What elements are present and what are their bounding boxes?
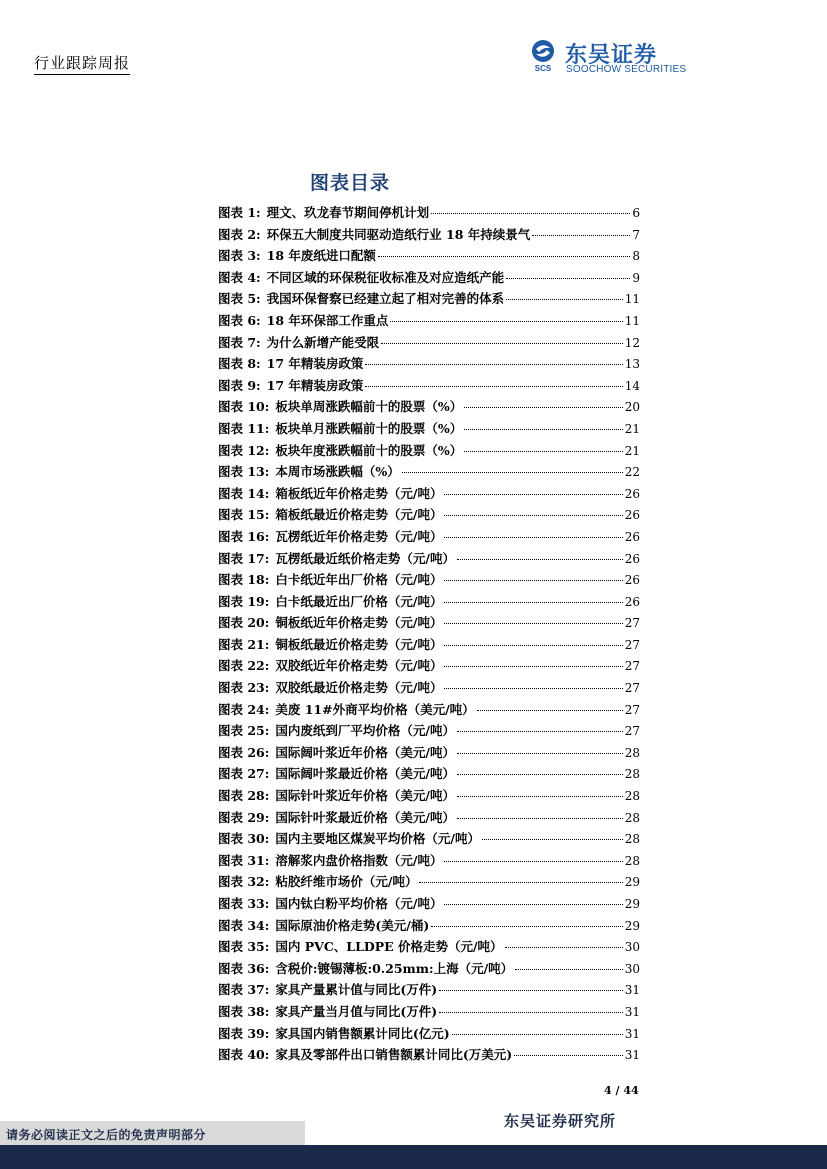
toc-entry-page: 13: [624, 357, 640, 372]
toc-entry-label: 图表 17:: [218, 550, 270, 566]
toc-entry-page: 28: [624, 745, 640, 760]
toc-entry-page: 29: [624, 897, 640, 911]
toc-entry-page: 27: [624, 702, 640, 717]
toc-entry[interactable]: [218, 353, 640, 375]
toc-entry-title: 国际原油价格走势(美元/桶): [275, 917, 430, 933]
toc-entry-title: 国际阔叶浆近年价格（美元/吨）: [275, 744, 455, 760]
disclaimer-banner: 请务必阅读正文之后的免责声明部分: [0, 1121, 305, 1149]
toc-entry[interactable]: [218, 569, 640, 591]
toc-entry-label: 图表 32:: [218, 874, 270, 890]
toc-entry-page: 11: [624, 313, 640, 328]
toc-entry-title: 板块单周涨跌幅前十的股票（%）: [275, 399, 463, 415]
toc-leader-dots: [532, 235, 630, 236]
toc-entry-label: 图表 38:: [218, 1003, 270, 1019]
toc-entry-label: 图表 31:: [218, 852, 270, 868]
toc-leader-dots: [515, 969, 623, 970]
toc-entry[interactable]: [218, 202, 640, 224]
footer-bar: [0, 1145, 827, 1169]
toc-leader-dots: [439, 990, 623, 991]
toc-entry-page: 28: [624, 832, 640, 847]
toc-entry[interactable]: [218, 548, 640, 570]
toc-entry-page: 28: [624, 767, 640, 782]
toc-entry-page: 21: [624, 421, 640, 436]
toc-entry[interactable]: [218, 785, 640, 807]
toc-entry-page: 27: [624, 724, 640, 739]
toc-entry-page: 22: [624, 465, 640, 480]
toc-entry-label: 图表 21:: [218, 636, 270, 652]
toc-entry-page: 26: [624, 551, 640, 566]
toc-entry[interactable]: [218, 440, 640, 462]
toc-leader-dots: [457, 731, 623, 732]
toc-entry[interactable]: [218, 742, 640, 764]
toc-entry[interactable]: [218, 1001, 640, 1023]
toc-leader-dots: [457, 559, 623, 560]
toc-leader-dots: [419, 882, 622, 883]
toc-leader-dots: [444, 515, 622, 516]
toc-entry-title: 板块年度涨跌幅前十的股票（%）: [275, 442, 463, 458]
toc-entry[interactable]: [218, 807, 640, 829]
toc-entry-label: 图表 2:: [218, 226, 261, 242]
toc-entry-label: 图表 39:: [218, 1025, 270, 1041]
toc-entry-label: 图表 13:: [218, 464, 270, 480]
toc-leader-dots: [444, 666, 622, 667]
toc-title: 图表目录: [309, 172, 390, 194]
toc-entry-label: 图表 33:: [218, 896, 270, 911]
toc-entry-page: 29: [624, 875, 640, 890]
toc-entry[interactable]: [218, 850, 640, 872]
toc-leader-dots: [457, 818, 623, 819]
toc-entry-title: 国际阔叶浆最近价格（美元/吨）: [275, 766, 455, 782]
toc-leader-dots: [464, 407, 622, 408]
logo-english-name: SOOCHOW SECURITIES: [566, 64, 687, 75]
toc-entry-label: 图表 35:: [218, 939, 270, 955]
toc-entry-page: 11: [624, 292, 640, 307]
toc-entry-title: 国内钛白粉平均价格（元/吨）: [275, 896, 443, 911]
toc-leader-dots: [365, 364, 622, 365]
toc-entry-page: 27: [624, 637, 640, 652]
toc-entry-page: 26: [624, 529, 640, 544]
toc-entry-label: 图表 3:: [218, 248, 261, 264]
toc-leader-dots: [439, 1012, 623, 1013]
toc-entry-page: 9: [632, 270, 640, 285]
logo-abbr: SCS: [534, 64, 552, 73]
toc-entry-label: 图表 9:: [218, 377, 261, 393]
toc-entry-label: 图表 15:: [218, 507, 270, 523]
toc-leader-dots: [477, 710, 623, 711]
toc-entry-page: 26: [624, 573, 640, 588]
toc-entry[interactable]: [218, 1044, 640, 1066]
toc-entry[interactable]: [218, 591, 640, 613]
toc-entry[interactable]: [218, 634, 640, 656]
toc-leader-dots: [444, 602, 622, 603]
toc-leader-dots: [464, 451, 622, 452]
toc-entry[interactable]: [218, 483, 640, 505]
toc-entry-page: 30: [624, 961, 640, 976]
toc-entry-title: 白卡纸最近出厂价格（元/吨）: [275, 593, 443, 609]
toc-leader-dots: [444, 645, 622, 646]
toc-leader-dots: [444, 494, 622, 495]
toc-entry-title: 为什么新增产能受限: [266, 334, 380, 350]
toc-leader-dots: [482, 839, 623, 840]
toc-leader-dots: [378, 256, 630, 257]
toc-entry-label: 图表 24:: [218, 701, 270, 717]
toc-entry-title: 美废 11#外商平均价格（美元/吨）: [275, 701, 475, 717]
toc-leader-dots: [431, 213, 630, 214]
toc-entry[interactable]: [218, 526, 640, 548]
toc-entry[interactable]: [218, 915, 640, 937]
toc-entry-title: 瓦楞纸最近纸价格走势（元/吨）: [275, 550, 455, 566]
toc-entry-label: 图表 5:: [218, 291, 261, 307]
toc-entry-label: 图表 22:: [218, 658, 270, 674]
toc-entry-title: 双胶纸近年价格走势（元/吨）: [275, 658, 443, 674]
toc-entry-title: 国内 PVC、LLDPE 价格走势（元/吨）: [275, 939, 503, 955]
toc-entry-page: 28: [624, 853, 640, 868]
logo-chinese-name: 东吴证券: [565, 43, 658, 68]
toc-leader-dots: [505, 947, 623, 948]
toc-entry[interactable]: [218, 504, 640, 526]
toc-entry[interactable]: [218, 396, 640, 418]
report-type-label: 行业跟踪周报: [34, 52, 130, 75]
toc-leader-dots: [444, 537, 622, 538]
toc-entry-label: 图表 14:: [218, 485, 270, 501]
toc-entry-page: 31: [624, 1004, 640, 1019]
toc-entry-page: 31: [624, 1026, 640, 1041]
logo-mark-icon: [526, 38, 560, 74]
toc-leader-dots: [365, 386, 622, 387]
toc-entry-label: 图表 36:: [218, 960, 270, 976]
soochow-securities-logo: [526, 38, 701, 76]
toc-entry-title: 本周市场涨跌幅（%）: [275, 464, 400, 480]
toc-entry-label: 图表 4:: [218, 269, 261, 285]
toc-leader-dots: [457, 753, 623, 754]
toc-entry-label: 图表 6:: [218, 312, 261, 328]
toc-entry-title: 溶解浆内盘价格指数（元/吨）: [275, 852, 443, 868]
toc-entry[interactable]: [218, 958, 640, 980]
toc-entry-page: 12: [624, 335, 640, 350]
toc-entry[interactable]: [218, 720, 640, 742]
toc-entry-page: 14: [624, 378, 640, 393]
toc-entry-label: 图表 26:: [218, 744, 270, 760]
toc-entry-page: 27: [624, 616, 640, 631]
toc-entry-title: 国内废纸到厂平均价格（元/吨）: [275, 723, 455, 739]
toc-leader-dots: [464, 429, 622, 430]
toc-entry-title: 铜板纸近年价格走势（元/吨）: [275, 615, 443, 631]
toc-leader-dots: [452, 1034, 623, 1035]
toc-leader-dots: [444, 623, 622, 624]
toc-entry-title: 17 年精装房政策: [266, 377, 364, 393]
toc-leader-dots: [506, 278, 630, 279]
toc-entry-page: 6: [632, 206, 640, 220]
toc-entry-label: 图表 34:: [218, 917, 270, 933]
toc-entry-page: 28: [624, 810, 640, 825]
toc-entry-title: 铜板纸最近价格走势（元/吨）: [275, 636, 443, 652]
toc-entry-label: 图表 7:: [218, 334, 261, 350]
toc-entry-title: 含税价:镀锡薄板:0.25mm:上海（元/吨）: [275, 960, 514, 976]
toc-entry[interactable]: [218, 461, 640, 483]
toc-entry-title: 国际针叶浆近年价格（美元/吨）: [275, 788, 455, 804]
toc-leader-dots: [514, 1055, 623, 1056]
toc-entry-page: 27: [624, 681, 640, 696]
page-number: 4 / 44: [604, 1084, 639, 1097]
toc-entry-label: 图表 28:: [218, 788, 270, 804]
toc-entry-page: 31: [624, 1048, 640, 1063]
toc-leader-dots: [402, 472, 623, 473]
toc-entry-title: 17 年精装房政策: [266, 356, 364, 372]
toc-entry-page: 30: [624, 940, 640, 955]
toc-entry[interactable]: [218, 245, 640, 267]
toc-entry[interactable]: [218, 655, 640, 677]
toc-entry[interactable]: [218, 763, 640, 785]
toc-entry[interactable]: [218, 267, 640, 289]
toc-entry[interactable]: [218, 893, 640, 915]
toc-entry-title: 18 年废纸进口配额: [266, 248, 376, 264]
toc-entry-page: 29: [624, 918, 640, 933]
toc-entry-label: 图表 30:: [218, 831, 270, 847]
toc-entry[interactable]: [218, 612, 640, 634]
toc-entry[interactable]: [218, 224, 640, 246]
toc-entry-page: 28: [624, 789, 640, 804]
toc-leader-dots: [444, 688, 622, 689]
toc-entry-label: 图表 23:: [218, 680, 270, 696]
toc-entry[interactable]: [218, 288, 640, 310]
toc-entry-label: 图表 8:: [218, 356, 261, 372]
toc-entry-title: 瓦楞纸近年价格走势（元/吨）: [275, 528, 443, 544]
toc-leader-dots: [390, 321, 622, 322]
toc-entry-title: 箱板纸近年价格走势（元/吨）: [275, 485, 443, 501]
toc-entry[interactable]: [218, 979, 640, 1001]
toc-entry-page: 31: [624, 983, 640, 998]
toc-entry-label: 图表 11:: [218, 420, 270, 436]
toc-entry-label: 图表 16:: [218, 528, 270, 544]
toc-entry[interactable]: [218, 828, 640, 850]
toc-leader-dots: [457, 796, 623, 797]
toc-leader-dots: [444, 904, 622, 905]
toc-entry-page: 21: [624, 443, 640, 458]
toc-entry[interactable]: [218, 677, 640, 699]
toc-entry-label: 图表 19:: [218, 593, 270, 609]
toc-leader-dots: [444, 580, 622, 581]
toc-entry-title: 家具及零部件出口销售额累计同比(万美元): [275, 1047, 513, 1063]
toc-entry-title: 环保五大制度共同驱动造纸行业 18 年持续景气: [266, 226, 531, 242]
toc-entry[interactable]: [218, 699, 640, 721]
toc-entry-page: 26: [624, 508, 640, 523]
toc-entry-title: 双胶纸最近价格走势（元/吨）: [275, 680, 443, 696]
toc-leader-dots: [457, 774, 623, 775]
toc-entry-label: 图表 40:: [218, 1047, 270, 1063]
toc-entry[interactable]: [218, 332, 640, 354]
toc-entry-title: 理文、玖龙春节期间停机计划: [266, 205, 430, 220]
toc-entry-title: 箱板纸最近价格走势（元/吨）: [275, 507, 443, 523]
toc-entry-title: 粘胶纤维市场价（元/吨）: [275, 874, 418, 890]
toc-entry-page: 26: [624, 486, 640, 501]
toc-leader-dots: [431, 926, 622, 927]
toc-entry[interactable]: [218, 375, 640, 397]
toc-entry[interactable]: [218, 310, 640, 332]
toc-entry-label: 图表 29:: [218, 809, 270, 825]
toc-entry-label: 图表 20:: [218, 615, 270, 631]
toc-entry-title: 家具产量当月值与同比(万件): [275, 1003, 438, 1019]
toc-leader-dots: [381, 343, 623, 344]
toc-entry-title: 国际针叶浆最近价格（美元/吨）: [275, 809, 455, 825]
toc-entry[interactable]: [218, 871, 640, 893]
toc-entry-title: 国内主要地区煤炭平均价格（元/吨）: [275, 831, 480, 847]
toc-leader-dots: [444, 861, 622, 862]
toc-entry[interactable]: [218, 936, 640, 958]
toc-list: [218, 202, 640, 1066]
toc-entry-label: 图表 1:: [218, 205, 261, 220]
toc-entry-label: 图表 27:: [218, 766, 270, 782]
toc-entry-title: 家具国内销售额累计同比(亿元): [275, 1025, 450, 1041]
toc-entry-title: 不同区域的环保税征收标准及对应造纸产能: [266, 269, 505, 285]
toc-entry-title: 家具产量累计值与同比(万件): [275, 982, 438, 998]
toc-entry-page: 8: [632, 249, 640, 264]
toc-entry-label: 图表 18:: [218, 572, 270, 588]
toc-entry-label: 图表 10:: [218, 399, 270, 415]
toc-entry-label: 图表 12:: [218, 442, 270, 458]
toc-entry-label: 图表 25:: [218, 723, 270, 739]
toc-entry-title: 白卡纸近年出厂价格（元/吨）: [275, 572, 443, 588]
toc-entry-title: 板块单月涨跌幅前十的股票（%）: [275, 420, 463, 436]
toc-entry-title: 18 年环保部工作重点: [266, 312, 389, 328]
toc-entry[interactable]: [218, 418, 640, 440]
toc-entry[interactable]: [218, 1023, 640, 1045]
toc-entry-page: 20: [624, 400, 640, 415]
toc-entry-page: 27: [624, 659, 640, 674]
toc-entry-label: 图表 37:: [218, 982, 270, 998]
toc-entry-page: 26: [624, 594, 640, 609]
footer-org: 东吴证券研究所: [504, 1112, 617, 1130]
toc-leader-dots: [506, 299, 623, 300]
toc-entry-page: 7: [632, 227, 640, 242]
toc-entry-title: 我国环保督察已经建立起了相对完善的体系: [266, 291, 505, 307]
